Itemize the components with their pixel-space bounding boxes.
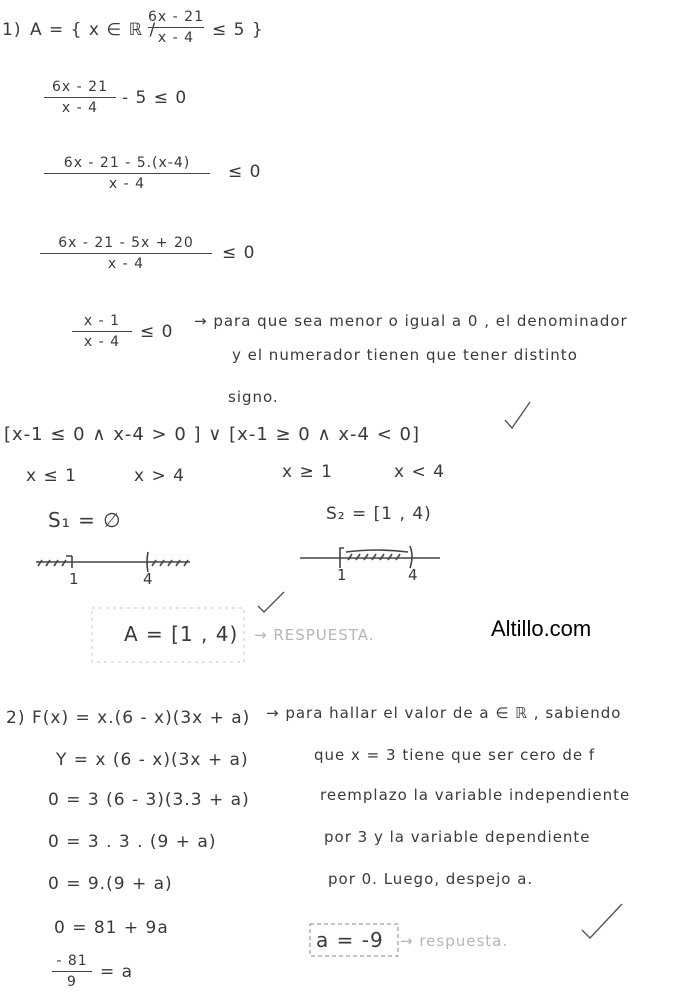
cases-statement: [x-1 ≤ 0 ∧ x-4 > 0 ] ∨ [x-1 ≥ 0 ∧ x-4 < 0]: [4, 424, 420, 445]
answer-2: a = -9: [316, 928, 384, 952]
numberline1-tick-1: 1: [69, 570, 80, 588]
fraction-denominator: x - 4: [107, 256, 145, 272]
p2-step-4: 0 = 9.(9 + a): [48, 874, 173, 894]
fraction-numerator: 6x - 21 - 5.(x-4): [63, 155, 191, 171]
note1-line2: y el numerador tienen que tener distinto: [232, 346, 578, 364]
watermark: Altillo.com: [491, 616, 592, 641]
note2-line5: por 0. Luego, despejo a.: [328, 870, 534, 888]
fraction-denominator: x - 4: [157, 30, 195, 46]
p2-final-rest: = a: [100, 962, 134, 982]
fraction-numerator: 6x - 21: [148, 9, 204, 25]
p2-step-1: Y = x (6 - x)(3x + a): [56, 750, 249, 770]
step4-rest: ≤ 0: [140, 322, 174, 342]
fraction-numerator: - 81: [56, 953, 88, 969]
step2-rest: ≤ 0: [228, 162, 262, 182]
problem-2-number: 2): [6, 708, 26, 728]
step3-rest: ≤ 0: [222, 243, 256, 263]
p2-step-3: 0 = 3 . 3 . (9 + a): [48, 832, 217, 852]
fraction-numerator: 6x - 21 - 5x + 20: [58, 235, 194, 251]
condition-2: x > 4: [134, 466, 185, 486]
set-definition-prefix: A = { x ∈ ℝ /: [30, 20, 157, 40]
p2-step-5: 0 = 81 + 9a: [54, 918, 169, 938]
solution-s2: S₂ = [1 , 4): [326, 504, 432, 524]
note2-line3: reemplazo la variable independiente: [320, 786, 631, 804]
fraction-denominator: x - 4: [83, 334, 121, 350]
check-marks: [258, 402, 622, 938]
note1-line1: → para que sea menor o igual a 0 , el denominador: [194, 312, 628, 330]
numberline-1: [36, 552, 190, 572]
numberline-2: [300, 546, 440, 568]
fraction-numerator: x - 1: [83, 313, 121, 329]
answer-2-note: → respuesta.: [400, 932, 509, 950]
numberline2-tick-4: 4: [408, 566, 419, 584]
note2-line2: que x = 3 tiene que ser cero de f: [314, 746, 596, 764]
function-definition: F(x) = x.(6 - x)(3x + a): [32, 708, 251, 728]
fraction-denominator: x - 4: [108, 176, 146, 192]
fraction-denominator: x - 4: [61, 100, 99, 116]
solution-s1: S₁ = ∅: [48, 508, 122, 532]
numberline2-tick-1: 1: [337, 566, 348, 584]
fraction-numerator: 6x - 21: [52, 79, 108, 95]
step1-rest: - 5 ≤ 0: [122, 88, 188, 108]
p2-step-2: 0 = 3 (6 - 3)(3.3 + a): [48, 790, 250, 810]
note2-line1: → para hallar el valor de a ∈ ℝ , sabiendo: [266, 704, 622, 722]
fraction-denominator: 9: [67, 974, 77, 990]
condition-1: x ≤ 1: [26, 466, 77, 486]
note1-line3: signo.: [228, 388, 279, 406]
set-definition-suffix: ≤ 5 }: [212, 20, 264, 40]
condition-3: x ≥ 1: [282, 462, 333, 482]
problem-1-number: 1): [2, 20, 22, 40]
answer-1: A = [1 , 4): [124, 622, 239, 646]
condition-4: x < 4: [394, 462, 445, 482]
answer-2-box: [310, 924, 398, 956]
answer-1-box: [92, 608, 244, 662]
numberline1-tick-4: 4: [143, 570, 154, 588]
answer-1-note: → RESPUESTA.: [254, 626, 375, 644]
note2-line4: por 3 y la variable dependiente: [324, 828, 591, 846]
